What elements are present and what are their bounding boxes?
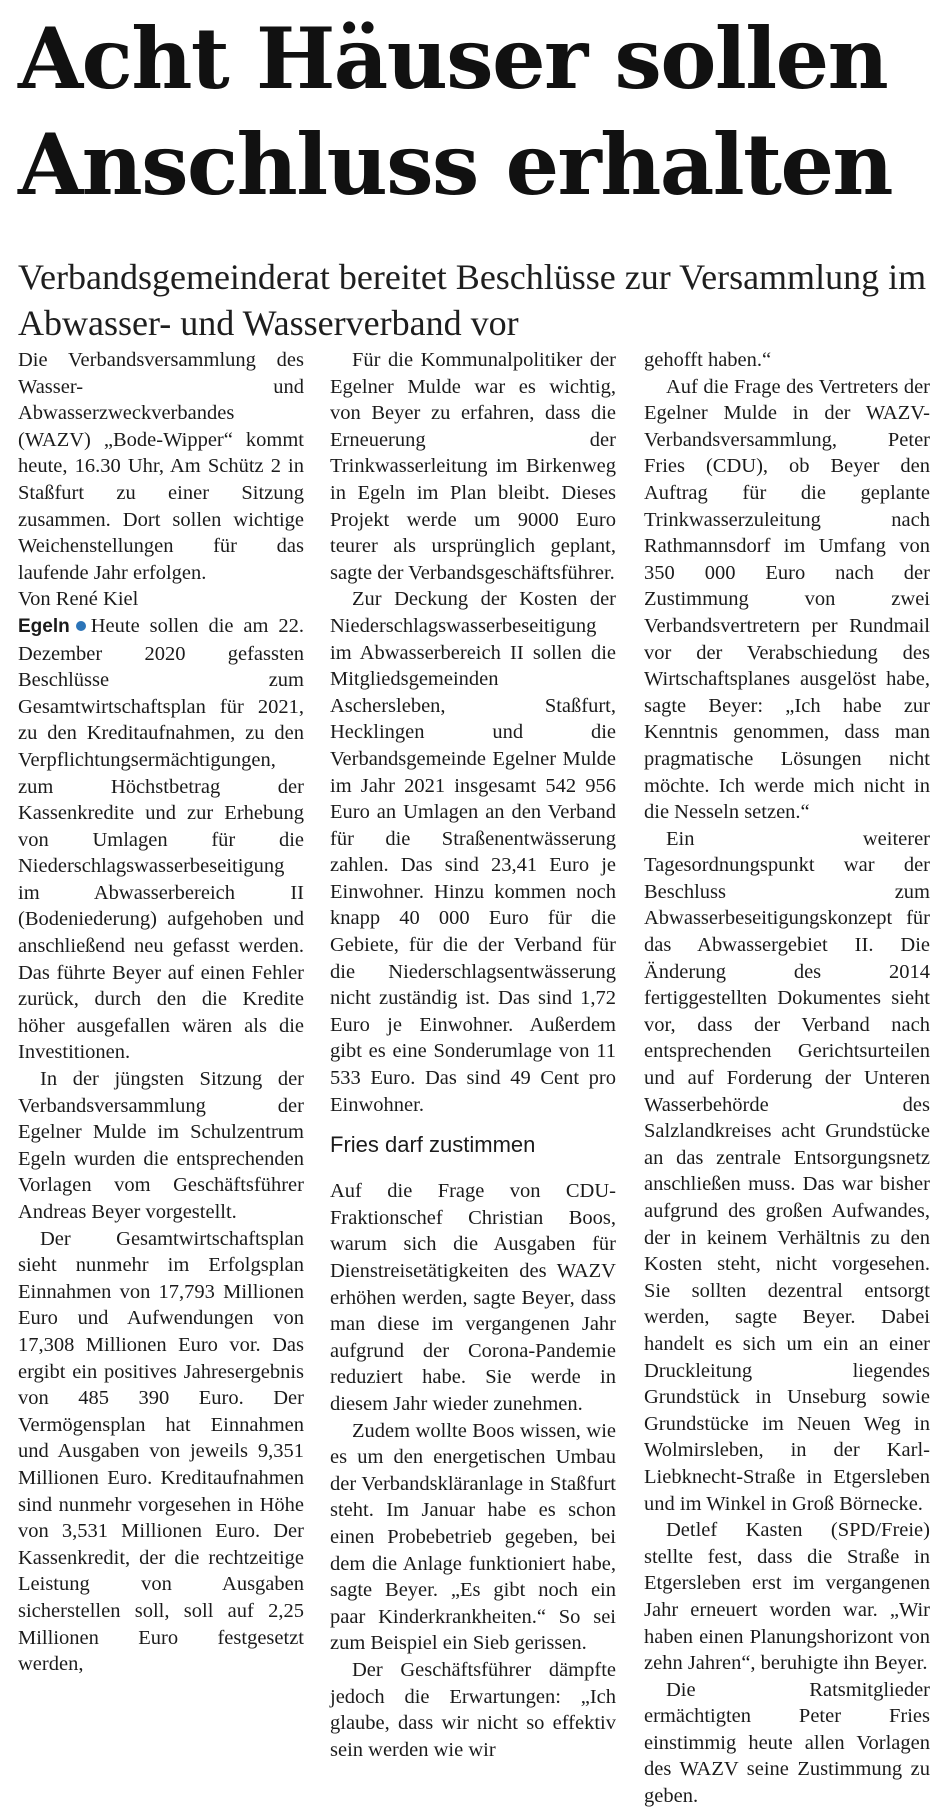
- body-paragraph: [18, 613, 304, 1066]
- lead-paragraph: Die Verbandsversammlung des Wasser- und Abwasserzweckverbandes (WAZV) „Bode-Wipper“ kommt heute, 16.30 Uhr, Am Schütz 2 in Staßfurt zu einer Sitzung zusammen. Dort sollen wichtige Weichenstellungen für das laufende Jahr erfolgen.: [18, 349, 304, 584]
- headline: Acht Häuser sollen Anschluss erhalten: [18, 9, 892, 214]
- body-paragraph: Detlef Kasten (SPD/Freie) stellte fest, dass die Straße in Etgersleben erst im vergangenen Jahr erneuert worden war. „Wir haben einen Planungshorizont von zehn Jahren“, beruhigte ihn Beyer.: [644, 1519, 930, 1675]
- body-paragraph: Ein weiterer Tagesordnungspunkt war der Beschluss zum Abwasserbeseitigungskonzept für das Abwassergebiet II. Die Änderung des 2014 fertiggestellten Dokumentes sieht vor, dass der Verband nach entsprechenden Gerichtsurteilen und auf Forderung der Unteren Wasserbehörde des Salzlandkreises acht Grundstücke an das zentrale Entsorgungsnetz anschließen muss. Das war bisher aufgrund des großen Aufwandes, der in keinem Verhältnis zu den Kosten steht, nicht vorgesehen. Sie sollten dezentral entsorgt werden, sagte Beyer. Dabei handelt es sich um ein an einer Druckleitung liegendes Grundstück in Unseburg sowie Grundstücke im Neuen Weg in Wolmirsleben, in der Karl-Liebknecht-Straße in Etgersleben und im Winkel in Groß Börnecke.: [644, 827, 930, 1515]
- body-paragraph: Für die Kommunalpolitiker der Egelner Mulde war es wichtig, von Beyer zu erfahren, dass die Erneuerung der Trinkwasserleitung im Birkenweg in Egeln im Plan bleibt. Dieses Projekt werde um 9000 Euro teurer als ursprünglich geplant, sagte der Verbandsgeschäftsführer.: [330, 349, 616, 584]
- column-3: [644, 347, 930, 1808]
- subheadline: Verbandsgemeinderat bereitet Beschlüsse zur Versammlung im Abwasser- und Wasserverband vor: [18, 257, 927, 343]
- body-paragraph: Auf die Frage von CDU-Fraktionschef Christian Boos, warum sich die Ausgaben für Dienstreisetätigkeiten des WAZV erhöhen werden, sagte Beyer, dass man diese im vergangenen Jahr aufgrund der Corona-Pandemie reduziert habe. Sie werde in diesem Jahr wieder zunehmen.: [330, 1180, 616, 1415]
- article-columns: [18, 347, 930, 1808]
- column-1: [18, 347, 304, 1792]
- body-paragraph: Zur Deckung der Kosten der Niederschlagswasserbeseitigung im Abwasserbereich II sollen die Mitgliedsgemeinden Aschersleben, Staßfurt, Hecklingen und die Verbandsgemeinde Egelner Mulde im Jahr 2021 insgesamt 542 956 Euro an Umlagen an den Verband für die Straßenentwässerung zahlen. Das sind 23,41 Euro je Einwohner. Hinzu kommen noch knapp 40 000 Euro für die Gebiete, für die der Verband für die Niederschlagsentwässerung nicht zuständig ist. Das sind 1,72 Euro je Einwohner. Außerdem gibt es eine Sonderumlage von 11 533 Euro. Das sind 49 Cent pro Einwohner.: [330, 588, 616, 1116]
- body-paragraph: Der Geschäftsführer dämpfte jedoch die Erwartungen: „Ich glaube, dass wir nicht so effektiv sein werden wie wir: [330, 1658, 616, 1761]
- body-paragraph: In der jüngsten Sitzung der Verbandsversammlung der Egelner Mulde im Schulzentrum Egeln wurden die entsprechenden Vorlagen vom Geschäftsführer Andreas Beyer vorgestellt.: [18, 1068, 304, 1223]
- bullet-dot-icon: [76, 621, 86, 631]
- body-paragraph: Der Gesamtwirtschaftsplan sieht nunmehr im Erfolgsplan Einnahmen von 17,793 Millionen Euro und Aufwendungen von 17,308 Millionen Euro vor. Das ergibt ein positives Jahresergebnis von 485 390 Euro. Der Vermögensplan hat Einnahmen und Ausgaben von jeweils 9,351 Millionen Euro. Kreditaufnahmen sind nunmehr vorgesehen in Höhe von 3,531 Millionen Euro. Der Kassenkredit, der die rechtzeitige Leistung von Ausgaben sicherstellen soll, soll auf 2,25 Millionen Euro festgesetzt werden,: [18, 1227, 304, 1676]
- crosshead: Fries darf zustimmen: [330, 1132, 536, 1158]
- body-paragraph: gehofft haben.“: [644, 349, 772, 371]
- column-2: [330, 347, 616, 1792]
- body-paragraph: Zudem wollte Boos wissen, wie es um den energetischen Umbau der Verbandskläranlage in Staßfurt steht. Im Januar habe es schon einen Probebetrieb gegeben, bei dem die Anlage funktioniert habe, sagte Beyer. „Es gibt noch ein paar Kinderkrankheiten.“ So sei zum Beispiel ein Sieb gerissen.: [330, 1419, 616, 1655]
- byline: Von René Kiel: [18, 588, 139, 611]
- paragraph-text: Heute sollen die am 22. Dezember 2020 gefassten Beschlüsse zum Gesamtwirtschaftsplan für 2021, zu den Kreditaufnahmen, zu den Verpflichtungsermächtigungen, zum Höchstbetrag der Kassenkredite und zur Erhebung von Umlagen für die Niederschlagswasserbeseitigung im Abwasserbereich II (Bodeniederung) aufgehoben und anschließend neu gefasst werden. Das führte Beyer auf einen Fehler zurück, durch den die Kredite höher ausgefallen wären als die Investitionen.: [18, 614, 304, 1064]
- body-paragraph: Die Ratsmitglieder ermächtigten Peter Fries einstimmig heute allen Vorlagen des WAZV seine Zustimmung zu geben.: [644, 1678, 930, 1808]
- body-paragraph: Auf die Frage des Vertreters der Egelner Mulde in der WAZV-Verbandsversammlung, Peter Fries (CDU), ob Beyer den Auftrag für die geplante Trinkwasserzuleitung nach Rathmannsdorf im Umfang von 350 000 Euro nach der Zustimmung von zwei Verbandsvertretern per Rundmail vor der Verabschiedung des Wirtschaftsplanes ausgelöst habe, sagte Beyer: „Ich habe zur Kenntnis genommen, dass man pragmatische Lösungen nicht möchte. Ich werde mich nicht in die Nesseln setzen.“: [644, 375, 930, 824]
- dateline: Egeln: [18, 615, 70, 637]
